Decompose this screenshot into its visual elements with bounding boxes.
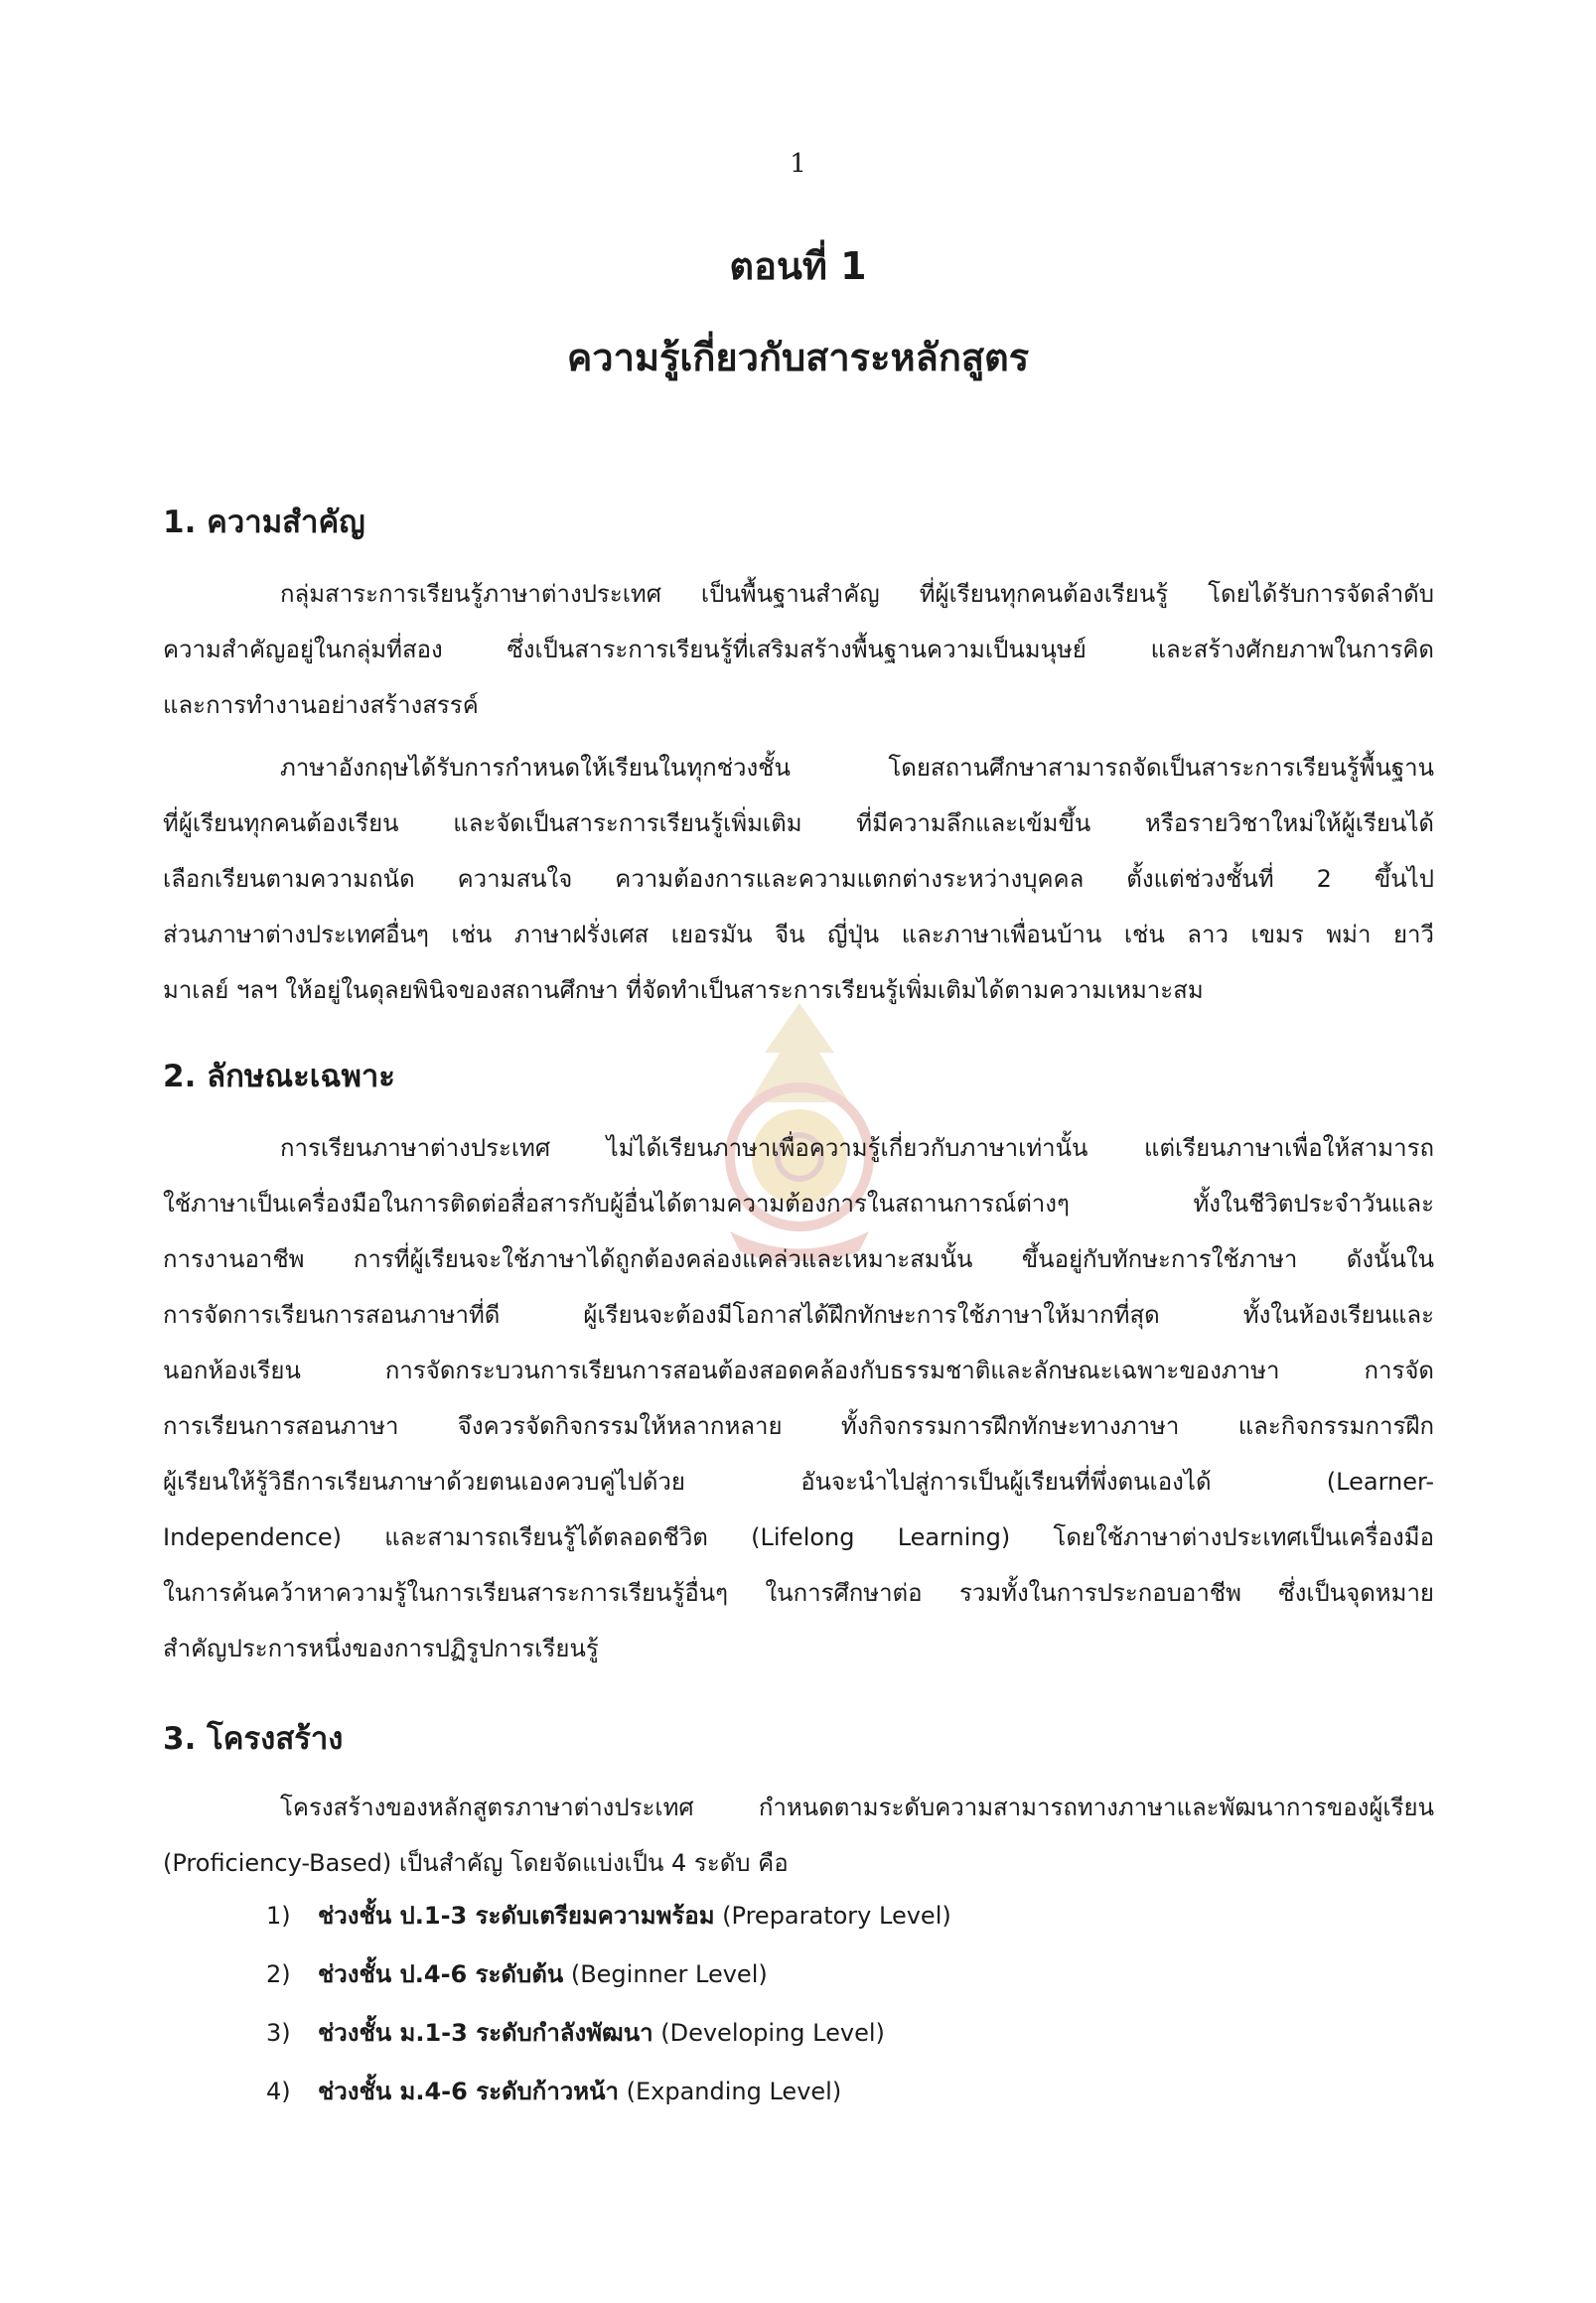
text-line: การเรียนการสอนภาษา จึงควรจัดกิจกรรมให้หลากหลาย ทั้งกิจกรรมการฝึกทักษะทางภาษา และกิจกรรมการฝึก	[163, 1412, 1434, 1440]
section-heading-structure: 3. โครงสร้าง	[163, 1721, 344, 1757]
list-item	[266, 1945, 951, 2004]
part-subtitle: ความรู้เกี่ยวกับสาระหลักสูตร	[566, 336, 1030, 379]
text-line: การงานอาชีพ การที่ผู้เรียนจะใช้ภาษาได้ถูกต้องคล่องแคล่วและเหมาะสมนั้น ขึ้นอยู่กับทักษะการใช้ภาษา ดังนั้นใน	[163, 1245, 1434, 1273]
level-label: ช่วงชั้น ป.4-6 ระดับต้น	[318, 1960, 564, 1988]
text-line: กลุ่มสาระการเรียนรู้ภาษาต่างประเทศ เป็นพื้นฐานสำคัญ ที่ผู้เรียนทุกคนต้องเรียนรู้ โดยได้รับการจัดลำดับ	[280, 580, 1434, 608]
text-line: ความสำคัญอยู่ในกลุ่มที่สอง ซึ่งเป็นสาระการเรียนรู้ที่เสริมสร้างพื้นฐานความเป็นมนุษย์ และสร้างศักยภาพในการคิด	[163, 636, 1434, 663]
text-line: ส่วนภาษาต่างประเทศอื่นๆ เช่น ภาษาฝรั่งเศส เยอรมัน จีน ญี่ปุ่น และภาษาเพื่อนบ้าน เช่น ลาว เขมร พม่า ยาวี	[163, 921, 1434, 948]
text-line: ผู้เรียนให้รู้วิธีการเรียนภาษาด้วยตนเองควบคู่ไปด้วย อันจะนำไปสู่การเป็นผู้เรียนที่พึ่งตนเองได้ (Learner-	[163, 1468, 1434, 1496]
text-line: (Proficiency-Based) เป็นสำคัญ โดยจัดแบ่งเป็น 4 ระดับ คือ	[163, 1849, 789, 1877]
level-english: (Beginner Level)	[563, 1960, 768, 1988]
text-line: Independence) และสามารถเรียนรู้ได้ตลอดชีวิต (Lifelong Learning) โดยใช้ภาษาต่างประเทศเป็นเครื่องมือ	[163, 1523, 1434, 1551]
text-line: ที่ผู้เรียนทุกคนต้องเรียน และจัดเป็นสาระการเรียนรู้เพิ่มเติม ที่มีความลึกและเข้มขึ้น หรือรายวิชาใหม่ให้ผู้เรียนได้	[163, 809, 1434, 837]
text-line: ในการค้นคว้าหาความรู้ในการเรียนสาระการเรียนรู้อื่นๆ ในการศึกษาต่อ รวมทั้งในการประกอบอาชีพ ซึ่งเป็นจุดหมาย	[163, 1579, 1434, 1607]
level-label: ช่วงชั้น ม.4-6 ระดับก้าวหน้า	[318, 2078, 619, 2105]
list-number: 4)	[266, 2078, 291, 2105]
level-label: ช่วงชั้น ม.1-3 ระดับกำลังพัฒนา	[318, 2019, 653, 2047]
level-english: (Developing Level)	[653, 2019, 885, 2047]
text-line: โครงสร้างของหลักสูตรภาษาต่างประเทศ กำหนดตามระดับความสามารถทางภาษาและพัฒนาการของผู้เรียน	[280, 1794, 1434, 1821]
text-line: การเรียนภาษาต่างประเทศ ไม่ได้เรียนภาษาเพื่อความรู้เกี่ยวกับภาษาเท่านั้น แต่เรียนภาษาเพื่อให้สามารถ	[280, 1134, 1434, 1162]
list-item	[266, 2063, 951, 2121]
level-list	[266, 1887, 951, 2121]
paragraph	[163, 1120, 1434, 1676]
paragraph	[163, 1780, 1434, 1891]
section-heading-characteristics: 2. ลักษณะเฉพาะ	[163, 1059, 395, 1094]
list-number: 3)	[266, 2019, 291, 2047]
list-number: 1)	[266, 1902, 291, 1930]
text-line: นอกห้องเรียน การจัดกระบวนการเรียนการสอนต้องสอดคล้องกับธรรมชาติและลักษณะเฉพาะของภาษา การจัด	[163, 1357, 1434, 1384]
text-line: สำคัญประการหนึ่งของการปฏิรูปการเรียนรู้	[163, 1635, 599, 1662]
level-label: ช่วงชั้น ป.1-3 ระดับเตรียมความพร้อม	[318, 1902, 715, 1930]
level-english: (Preparatory Level)	[714, 1902, 951, 1930]
text-line: ภาษาอังกฤษได้รับการกำหนดให้เรียนในทุกช่วงชั้น โดยสถานศึกษาสามารถจัดเป็นสาระการเรียนรู้พื้นฐาน	[280, 754, 1434, 782]
page-number: 1	[790, 149, 806, 179]
list-number: 2)	[266, 1960, 291, 1988]
text-line: การจัดการเรียนการสอนภาษาที่ดี ผู้เรียนจะต้องมีโอกาสได้ฝึกทักษะการใช้ภาษาให้มากที่สุด ทั้งในห้องเรียนและ	[163, 1301, 1434, 1329]
level-english: (Expanding Level)	[618, 2078, 842, 2105]
text-line: ใช้ภาษาเป็นเครื่องมือในการติดต่อสื่อสารกับผู้อื่นได้ตามความต้องการในสถานการณ์ต่างๆ ทั้งในชีวิตประจำวันและ	[163, 1190, 1434, 1218]
list-item	[266, 2004, 951, 2063]
part-title: ตอนที่ 1	[729, 244, 867, 288]
paragraph	[163, 740, 1434, 1018]
section-heading-importance: 1. ความสำคัญ	[163, 504, 365, 540]
paragraph	[163, 566, 1434, 733]
text-line: มาเลย์ ฯลฯ ให้อยู่ในดุลยพินิจของสถานศึกษา ที่จัดทำเป็นสาระการเรียนรู้เพิ่มเติมได้ตามความเหมาะสม	[163, 976, 1204, 1004]
text-line: เลือกเรียนตามความถนัด ความสนใจ ความต้องการและความแตกต่างระหว่างบุคคล ตั้งแต่ช่วงชั้นที่ 2 ขึ้นไป	[163, 865, 1434, 893]
list-item	[266, 1887, 951, 1945]
text-line: และการทำงานอย่างสร้างสรรค์	[163, 691, 479, 719]
